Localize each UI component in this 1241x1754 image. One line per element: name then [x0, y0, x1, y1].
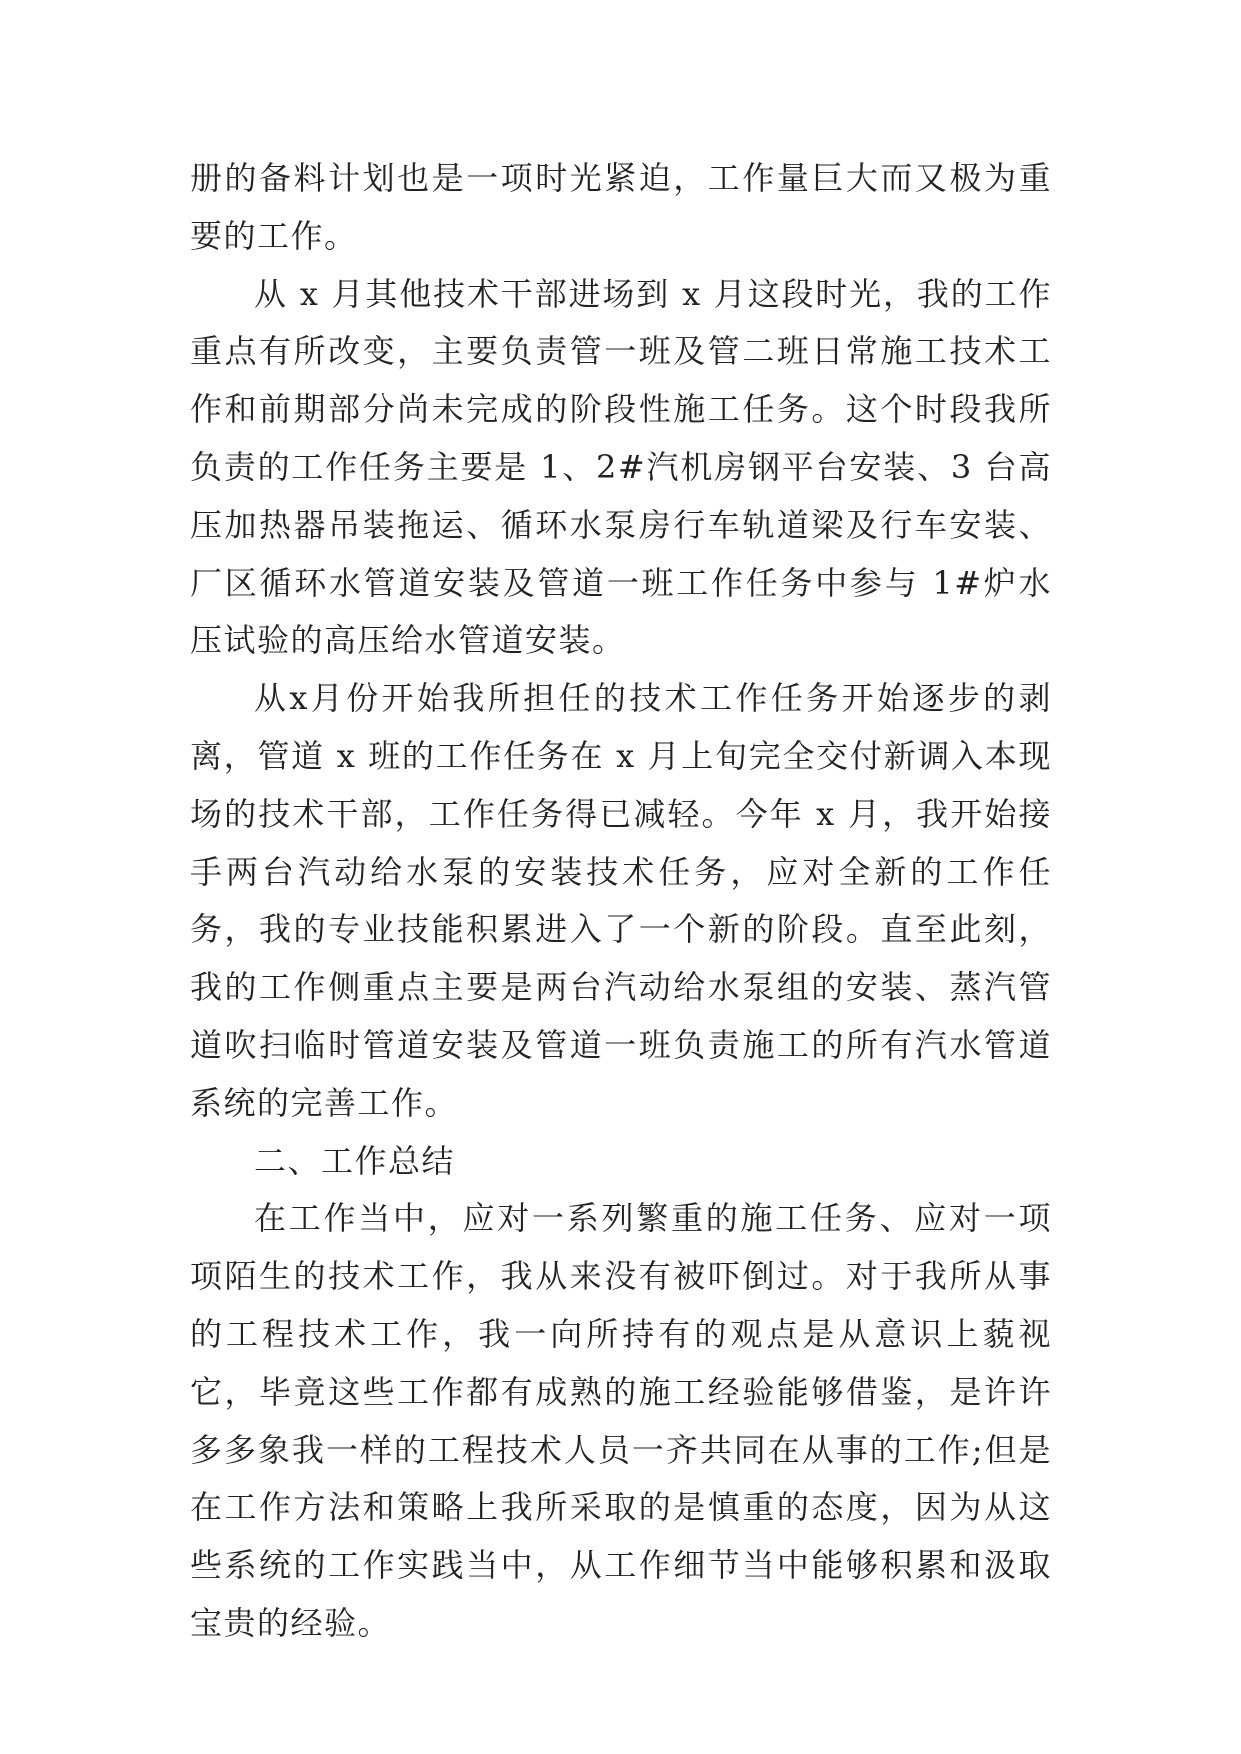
paragraph-task-transition: 从x月份开始我所担任的技术工作任务开始逐步的剥离，管道 x 班的工作任务在 x 月上旬完全交付新调入本现场的技术干部，工作任务得已减轻。今年 x 月，我开始接手两台汽动给水泵的安装技术任务，应对全新的工作任务，我的专业技能积累进入了一个新的阶段。直至此刻，我的工作侧重点主要是两台汽动给水泵组的安装、蒸汽管道吹扫临时管道安装及管道一班负责施工的所有汽水管道系统的完善工作。 [190, 679, 1052, 1122]
paragraph-continuation: 册的备料计划也是一项时光紧迫，工作量巨大而又极为重要的工作。 [190, 159, 1052, 255]
document-body [190, 150, 1052, 1653]
section-heading-work-summary: 二、工作总结 [254, 1141, 456, 1180]
paragraph-work-focus: 从 x 月其他技术干部进场到 x 月这段时光，我的工作重点有所改变，主要负责管一班及管二班日常施工技术工作和前期部分尚未完成的阶段性施工任务。这个时段我所负责的工作任务主要是 1、2#汽机房钢平台安装、3 台高压加热器吊装拖运、循环水泵房行车轨道梁及行车安装、厂区循环水管道安装及管道一班工作任务中参与 1#炉水压试验的高压给水管道安装。 [190, 274, 1052, 660]
paragraph-work-summary: 在工作当中，应对一系列繁重的施工任务、应对一项项陌生的技术工作，我从来没有被吓倒过。对于我所从事的工程技术工作，我一向所持有的观点是从意识上藐视它，毕竟这些工作都有成熟的施工经验能够借鉴，是许许多多象我一样的工程技术人员一齐共同在从事的工作;但是在工作方法和策略上我所采取的是慎重的态度，因为从这些系统的工作实践当中，从工作细节当中能够积累和汲取宝贵的经验。 [190, 1199, 1052, 1642]
